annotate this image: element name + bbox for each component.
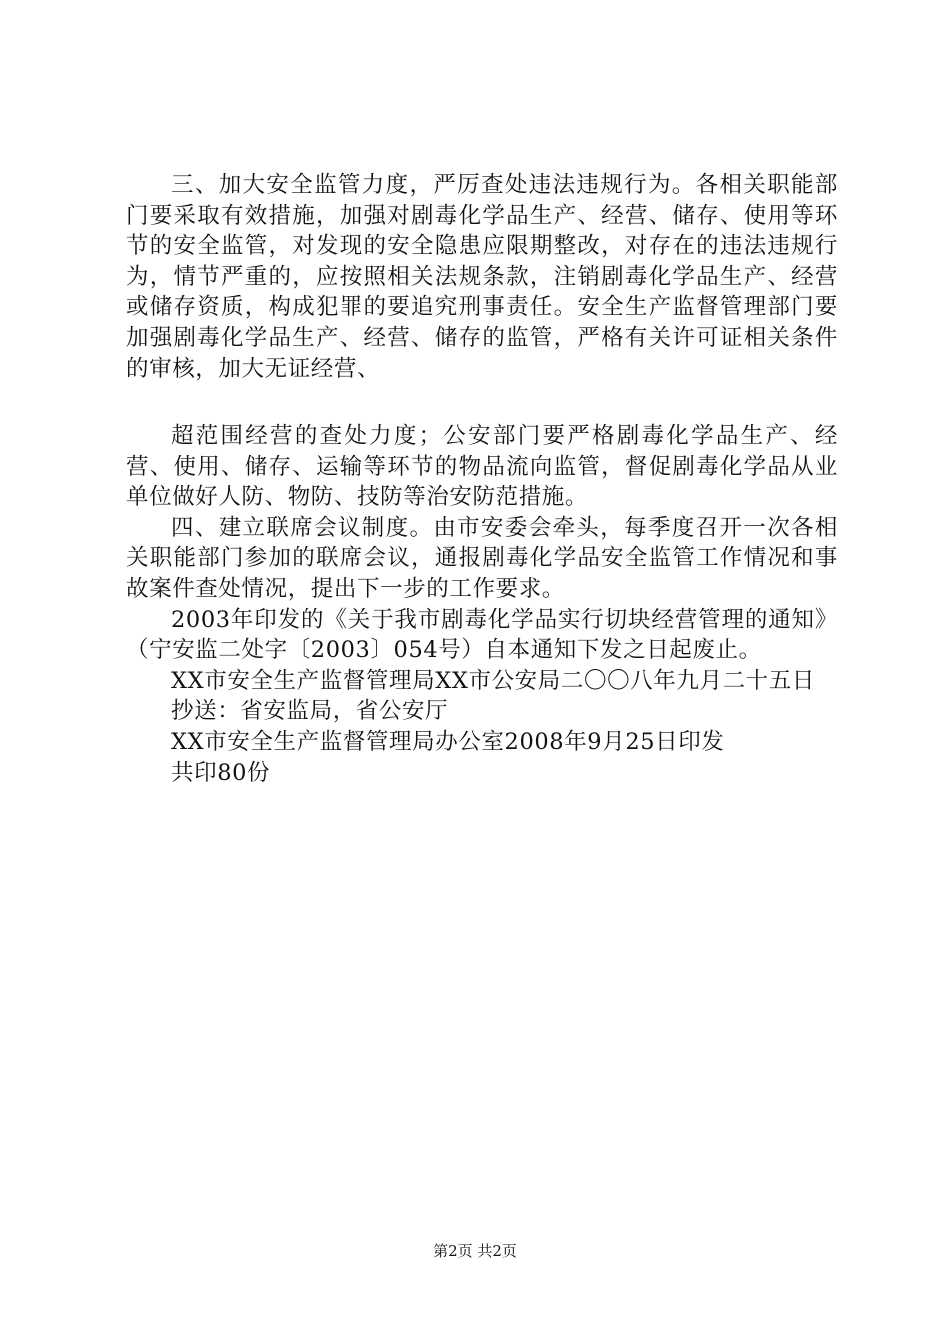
cc-line: 抄送：省安监局，省公安厅: [171, 698, 449, 725]
paragraph-repeal: 2003年印发的《关于我市剧毒化学品实行切块经营管理的通知》（宁安监二处字〔2003〕054号）自本通知下发之日起废止。: [126, 606, 838, 664]
signature-line: XX市安全生产监督管理局XX市公安局二〇〇八年九月二十五日: [171, 667, 815, 694]
paragraph-3-continued: 超范围经营的查处力度；公安部门要严格剧毒化学品生产、经营、使用、储存、运输等环节的物品流向监管，督促剧毒化学品从业单位做好人防、物防、技防等治安防范措施。: [126, 423, 838, 511]
text-block-lower: [126, 421, 838, 788]
copies-line: 共印80份: [171, 759, 271, 786]
paragraph-4: 四、建立联席会议制度。由市安委会牵头，每季度召开一次各相关职能部门参加的联席会议，通报剧毒化学品安全监管工作情况和事故案件查处情况，提出下一步的工作要求。: [126, 514, 838, 602]
issuer-line: XX市安全生产监督管理局办公室2008年9月25日印发: [171, 728, 725, 755]
page-footer: 第2页 共2页: [433, 1242, 517, 1260]
text-block-upper: [126, 170, 838, 384]
paragraph-3: 三、加大安全监管力度，严厉查处违法违规行为。各相关职能部门要采取有效措施，加强对剧毒化学品生产、经营、储存、使用等环节的安全监管，对发现的安全隐患应限期整改，对存在的违法违规行为，情节严重的，应按照相关法规条款，注销剧毒化学品生产、经营或储存资质，构成犯罪的要追究刑事责任。安全生产监督管理部门要加强剧毒化学品生产、经营、储存的监管，严格有关许可证相关条件的审核，加大无证经营、: [126, 172, 838, 382]
